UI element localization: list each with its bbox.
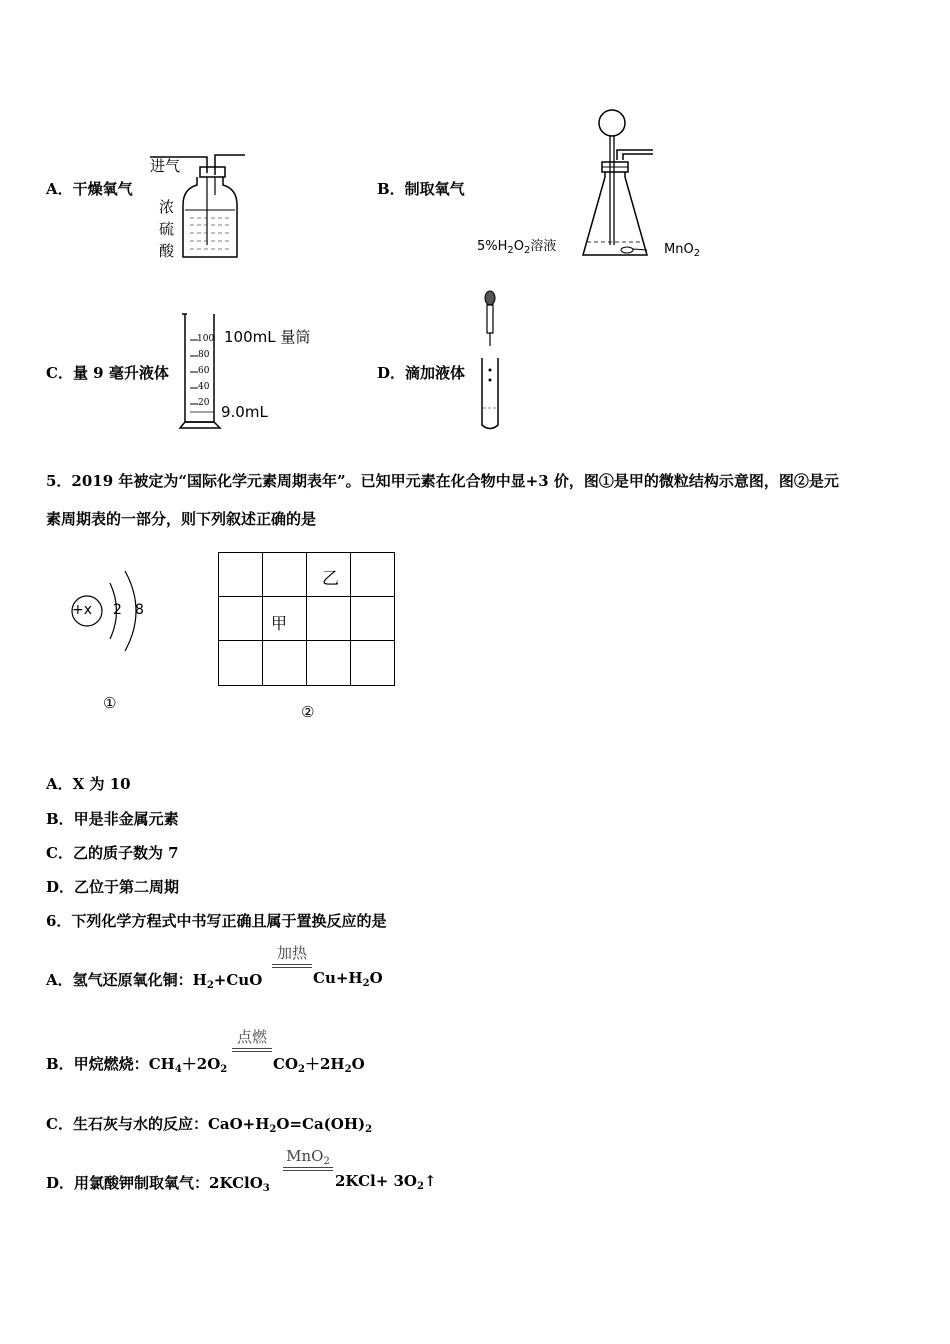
q4-option-a[interactable]: A．干燥氧气 [46,180,133,198]
acid-label-1: 浓 [159,198,175,216]
q6-option-a[interactable]: A．氢气还原氧化铜：$H_2+CuO$ [46,971,263,991]
q4-option-b[interactable]: B．制取氧气 [377,180,465,198]
q4-option-c[interactable]: C．量 9 毫升液体 [46,364,169,382]
dropper-icon [476,290,506,435]
q6-option-d[interactable]: D．用氯酸钾制取氧气：2KClO$_3$ [46,1174,270,1194]
q6-a-condition: 加热 [272,944,312,968]
figure-2-label: ② [301,703,315,721]
q5-option-d[interactable]: D．乙位于第二周期 [46,878,180,896]
dropper-testtube-diagram [476,290,506,435]
q6-b-product: $CO_2+2H_2O$ [273,1055,365,1075]
q5-stem-line2: 素周期表的一部分，则下列叙述正确的是 [46,510,317,528]
shell2-label: 8 [135,602,144,618]
inlet-label: 进气 [150,157,181,175]
q6-a-product: $Cu+H_2O$ [313,969,383,989]
periodic-grid [218,552,396,687]
q6-option-c[interactable]: C．生石灰与水的反应：$CaO+H_2O=Ca(OH)_2$ [46,1115,373,1135]
reading-label: 9.0mL [221,403,268,421]
catalyst-label: MnO$_2$ [664,242,701,259]
nucleus-label: +x [72,602,93,618]
q6-d-product: $2KCl+ 3O_2↑$ [335,1172,437,1192]
tick-40: 40 [198,382,210,392]
shell1-label: 2 [113,602,122,618]
tick-60: 60 [198,366,210,376]
element-yi: 乙 [322,569,339,589]
acid-label-2: 硫 [159,220,175,238]
q6-d-condition: MnO$_2$ [283,1147,333,1171]
q6-b-condition: 点燃 [232,1028,272,1052]
acid-label-3: 酸 [159,242,175,260]
q6-option-b[interactable]: B．甲烷燃烧：$CH_4+2O_2$ [46,1055,228,1075]
q5-option-b[interactable]: B．甲是非金属元素 [46,810,179,828]
q5-option-c[interactable]: C．乙的质子数为 7 [46,844,179,862]
figure-1-label: ① [103,694,117,712]
q5-stem-line1: 5．2019 年被定为“国际化学元素周期表年”。已知甲元素在化合物中显+3 价，图①是甲的微粒结构示意图，图②是元 [46,472,839,490]
q6-stem: 6．下列化学方程式中书写正确且属于置换反应的是 [46,912,387,930]
element-jia: 甲 [271,614,288,633]
tick-20: 20 [198,398,210,408]
oxygen-generator-diagram [575,105,665,265]
cylinder-label: 100mL 量筒 [224,328,311,346]
tick-80: 80 [198,350,210,360]
q4-option-d[interactable]: D．滴加液体 [377,364,466,382]
q5-option-a[interactable]: A．X 为 10 [46,775,131,793]
conical-flask-icon [575,105,665,265]
solution-label: $5\%H_2O_2$溶液 [477,239,557,256]
tick-100: 100 [197,334,215,344]
